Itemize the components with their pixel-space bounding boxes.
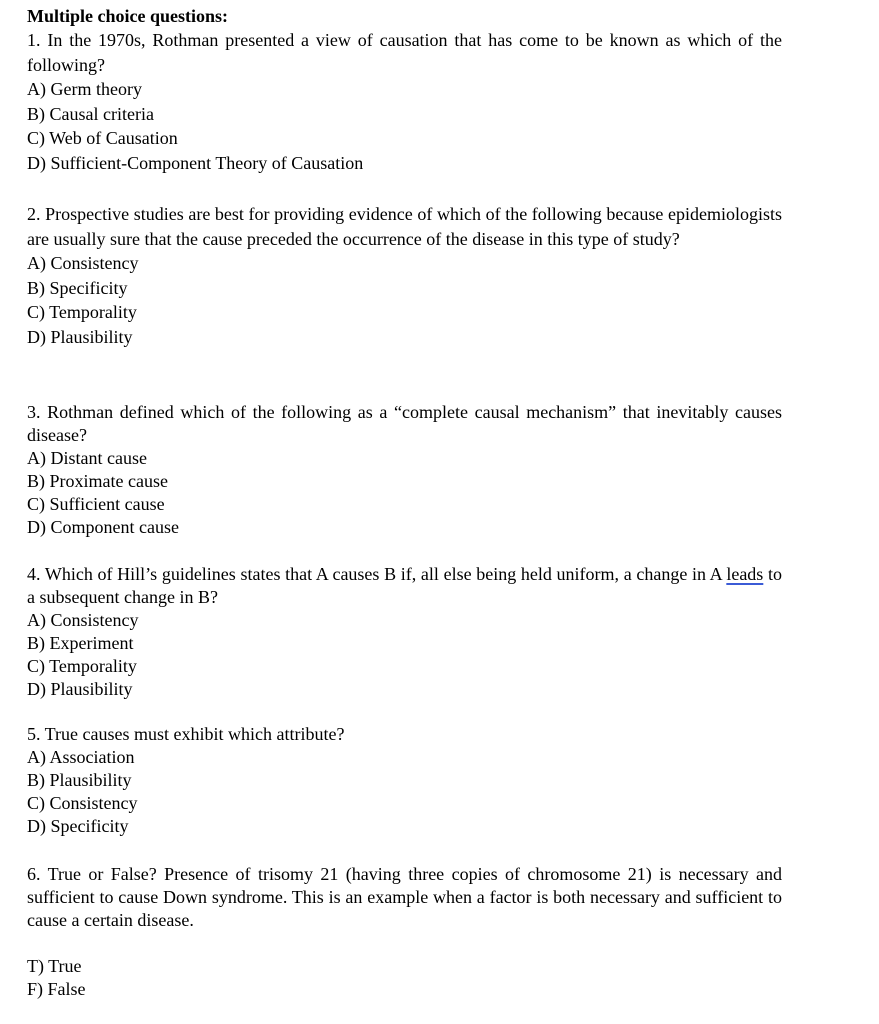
question-4-option-c: C) Temporality: [27, 656, 137, 676]
question-2-option-d: D) Plausibility: [27, 326, 133, 347]
question-4: [27, 563, 782, 701]
question-1-option-a: A) Germ theory: [27, 79, 142, 99]
page-title: Multiple choice questions:: [27, 6, 228, 26]
question-6-text: 6. True or False? Presence of trisomy 21 (having three copies of chromosome 21) is necessary and sufficient to cause Down syndrome. This is an example when a factor is both necessary and sufficient to cause a certain disease.: [27, 864, 782, 930]
question-5-option-d: D) Specificity: [27, 816, 129, 836]
question-3: [27, 401, 782, 539]
question-3-option-d: D) Component cause: [27, 517, 179, 537]
question-1: [27, 28, 782, 175]
question-6: [27, 863, 782, 1001]
question-3-option-b: B) Proximate cause: [27, 471, 168, 491]
question-4-text-start: 4. Which of Hill’s guidelines states that A causes B if, all else being held uniform, a change in A: [27, 564, 727, 584]
question-5-option-a: A) Association: [27, 747, 135, 767]
question-5-text: 5. True causes must exhibit which attribute?: [27, 724, 345, 744]
question-6-option-false: F) False: [27, 979, 86, 999]
question-1-option-c: C) Web of Causation: [27, 128, 178, 148]
question-4-option-a: A) Consistency: [27, 610, 139, 630]
question-4-option-d: D) Plausibility: [27, 679, 133, 699]
question-2-text: 2. Prospective studies are best for providing evidence of which of the following because epidemiologists are usually sure that the cause preceded the occurrence of the disease in this type of study?: [27, 204, 782, 249]
question-2-option-c: C) Temporality: [27, 302, 137, 322]
question-3-option-c: C) Sufficient cause: [27, 494, 165, 514]
question-1-option-b: B) Causal criteria: [27, 103, 154, 124]
question-5: [27, 723, 782, 838]
question-3-text: 3. Rothman defined which of the following as a “complete causal mechanism” that inevitably causes disease?: [27, 402, 782, 445]
question-1-text: 1. In the 1970s, Rothman presented a view of causation that has come to be known as which of the following?: [27, 30, 782, 75]
question-3-option-a: A) Distant cause: [27, 448, 147, 468]
question-4-option-b: B) Experiment: [27, 633, 134, 653]
question-1-option-d: D) Sufficient-Component Theory of Causation: [27, 152, 364, 173]
question-6-options: [27, 955, 782, 1001]
question-5-option-b: B) Plausibility: [27, 770, 132, 790]
question-4-text-end: to a subsequent change in B?: [27, 564, 782, 607]
question-6-option-true: T) True: [27, 956, 82, 976]
question-5-option-c: C) Consistency: [27, 793, 138, 813]
question-4-text: [27, 563, 782, 609]
question-2: [27, 202, 782, 349]
question-2-option-a: A) Consistency: [27, 253, 139, 273]
question-sheet: [27, 4, 782, 999]
question-2-option-b: B) Specificity: [27, 277, 128, 298]
question-4-underlined-word: leads: [726, 564, 764, 584]
